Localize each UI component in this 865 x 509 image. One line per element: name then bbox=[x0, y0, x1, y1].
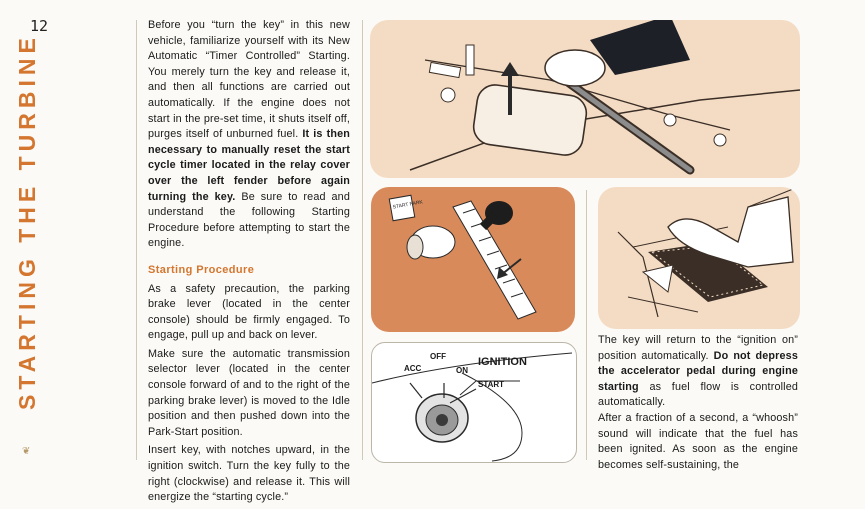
illustration-transmission-selector bbox=[371, 187, 575, 332]
section-heading: Starting Procedure bbox=[148, 263, 255, 276]
intro-text: Before you “turn the key” in this new vehicle, familiarize yourself with its New Automatic “Timer Controlled” Starting. You merely turn the key and release it, and then all functions are carried out automatically. If the engine does not start in the pre-set time, it shuts itself off, purges itself of unburned fuel. bbox=[148, 19, 350, 141]
intro-paragraph bbox=[148, 18, 350, 252]
illustration-ignition-switch bbox=[371, 342, 577, 463]
paragraph-parking-brake: As a safety precaution, the parking brake lever (located in the center console) should be firmly engaged. To engage, pull up and back on lever. bbox=[148, 282, 350, 342]
column-divider-middle bbox=[362, 20, 363, 460]
paragraph-transmission: Make sure the automatic transmission selector lever (located in the center console forward of and to the right of the parking brake lever) is moved to the Idle position and then pushed down into the Park-Start position. bbox=[148, 347, 350, 438]
paragraph-whoosh: After a fraction of a second, a “whoosh” sound will indicate that the fuel has been ignited. As soon as the engine becomes self-sustaining, the bbox=[598, 411, 798, 471]
start-park-badge: START PARK bbox=[392, 199, 424, 211]
paragraph-ignition-key: Insert key, with notches upward, in the ignition switch. Turn the key fully to the right (clockwise) and release it. This will energize the “starting cycle.” bbox=[148, 444, 350, 504]
paragraph-key-return bbox=[598, 333, 798, 411]
body-column-right bbox=[598, 333, 798, 473]
key-return-text: The key will return to the “ignition on” position automatically. bbox=[598, 334, 798, 362]
illustration-parking-brake bbox=[370, 20, 800, 178]
intro-warning: It is then necessary to manually reset the start cycle timer located in the relay cover over the left fender before again turning the key. bbox=[148, 128, 350, 203]
illustration-accelerator-pedal bbox=[598, 187, 800, 329]
ignition-start-label: START bbox=[478, 380, 505, 389]
ignition-acc-label: ACC bbox=[404, 364, 422, 373]
body-column-left bbox=[148, 18, 350, 509]
column-divider-right bbox=[586, 190, 587, 460]
ignition-on-label: ON bbox=[456, 366, 468, 375]
page-number: 12 bbox=[30, 17, 49, 35]
ignition-label: IGNITION bbox=[478, 356, 527, 368]
column-divider-left bbox=[136, 20, 137, 460]
accelerator-warning: Do not depress the accelerator pedal during engine starting bbox=[598, 349, 798, 393]
intro-text-end: Be sure to read and understand the following Starting Procedure before attempting to start the engine. bbox=[148, 190, 350, 250]
leaf-mark-icon: ❦ bbox=[22, 446, 31, 457]
key-return-text-end: as fuel flow is controlled automatically. bbox=[598, 380, 798, 409]
side-title: STARTING THE TURBINE bbox=[14, 33, 40, 410]
ignition-off-label: OFF bbox=[430, 352, 446, 361]
